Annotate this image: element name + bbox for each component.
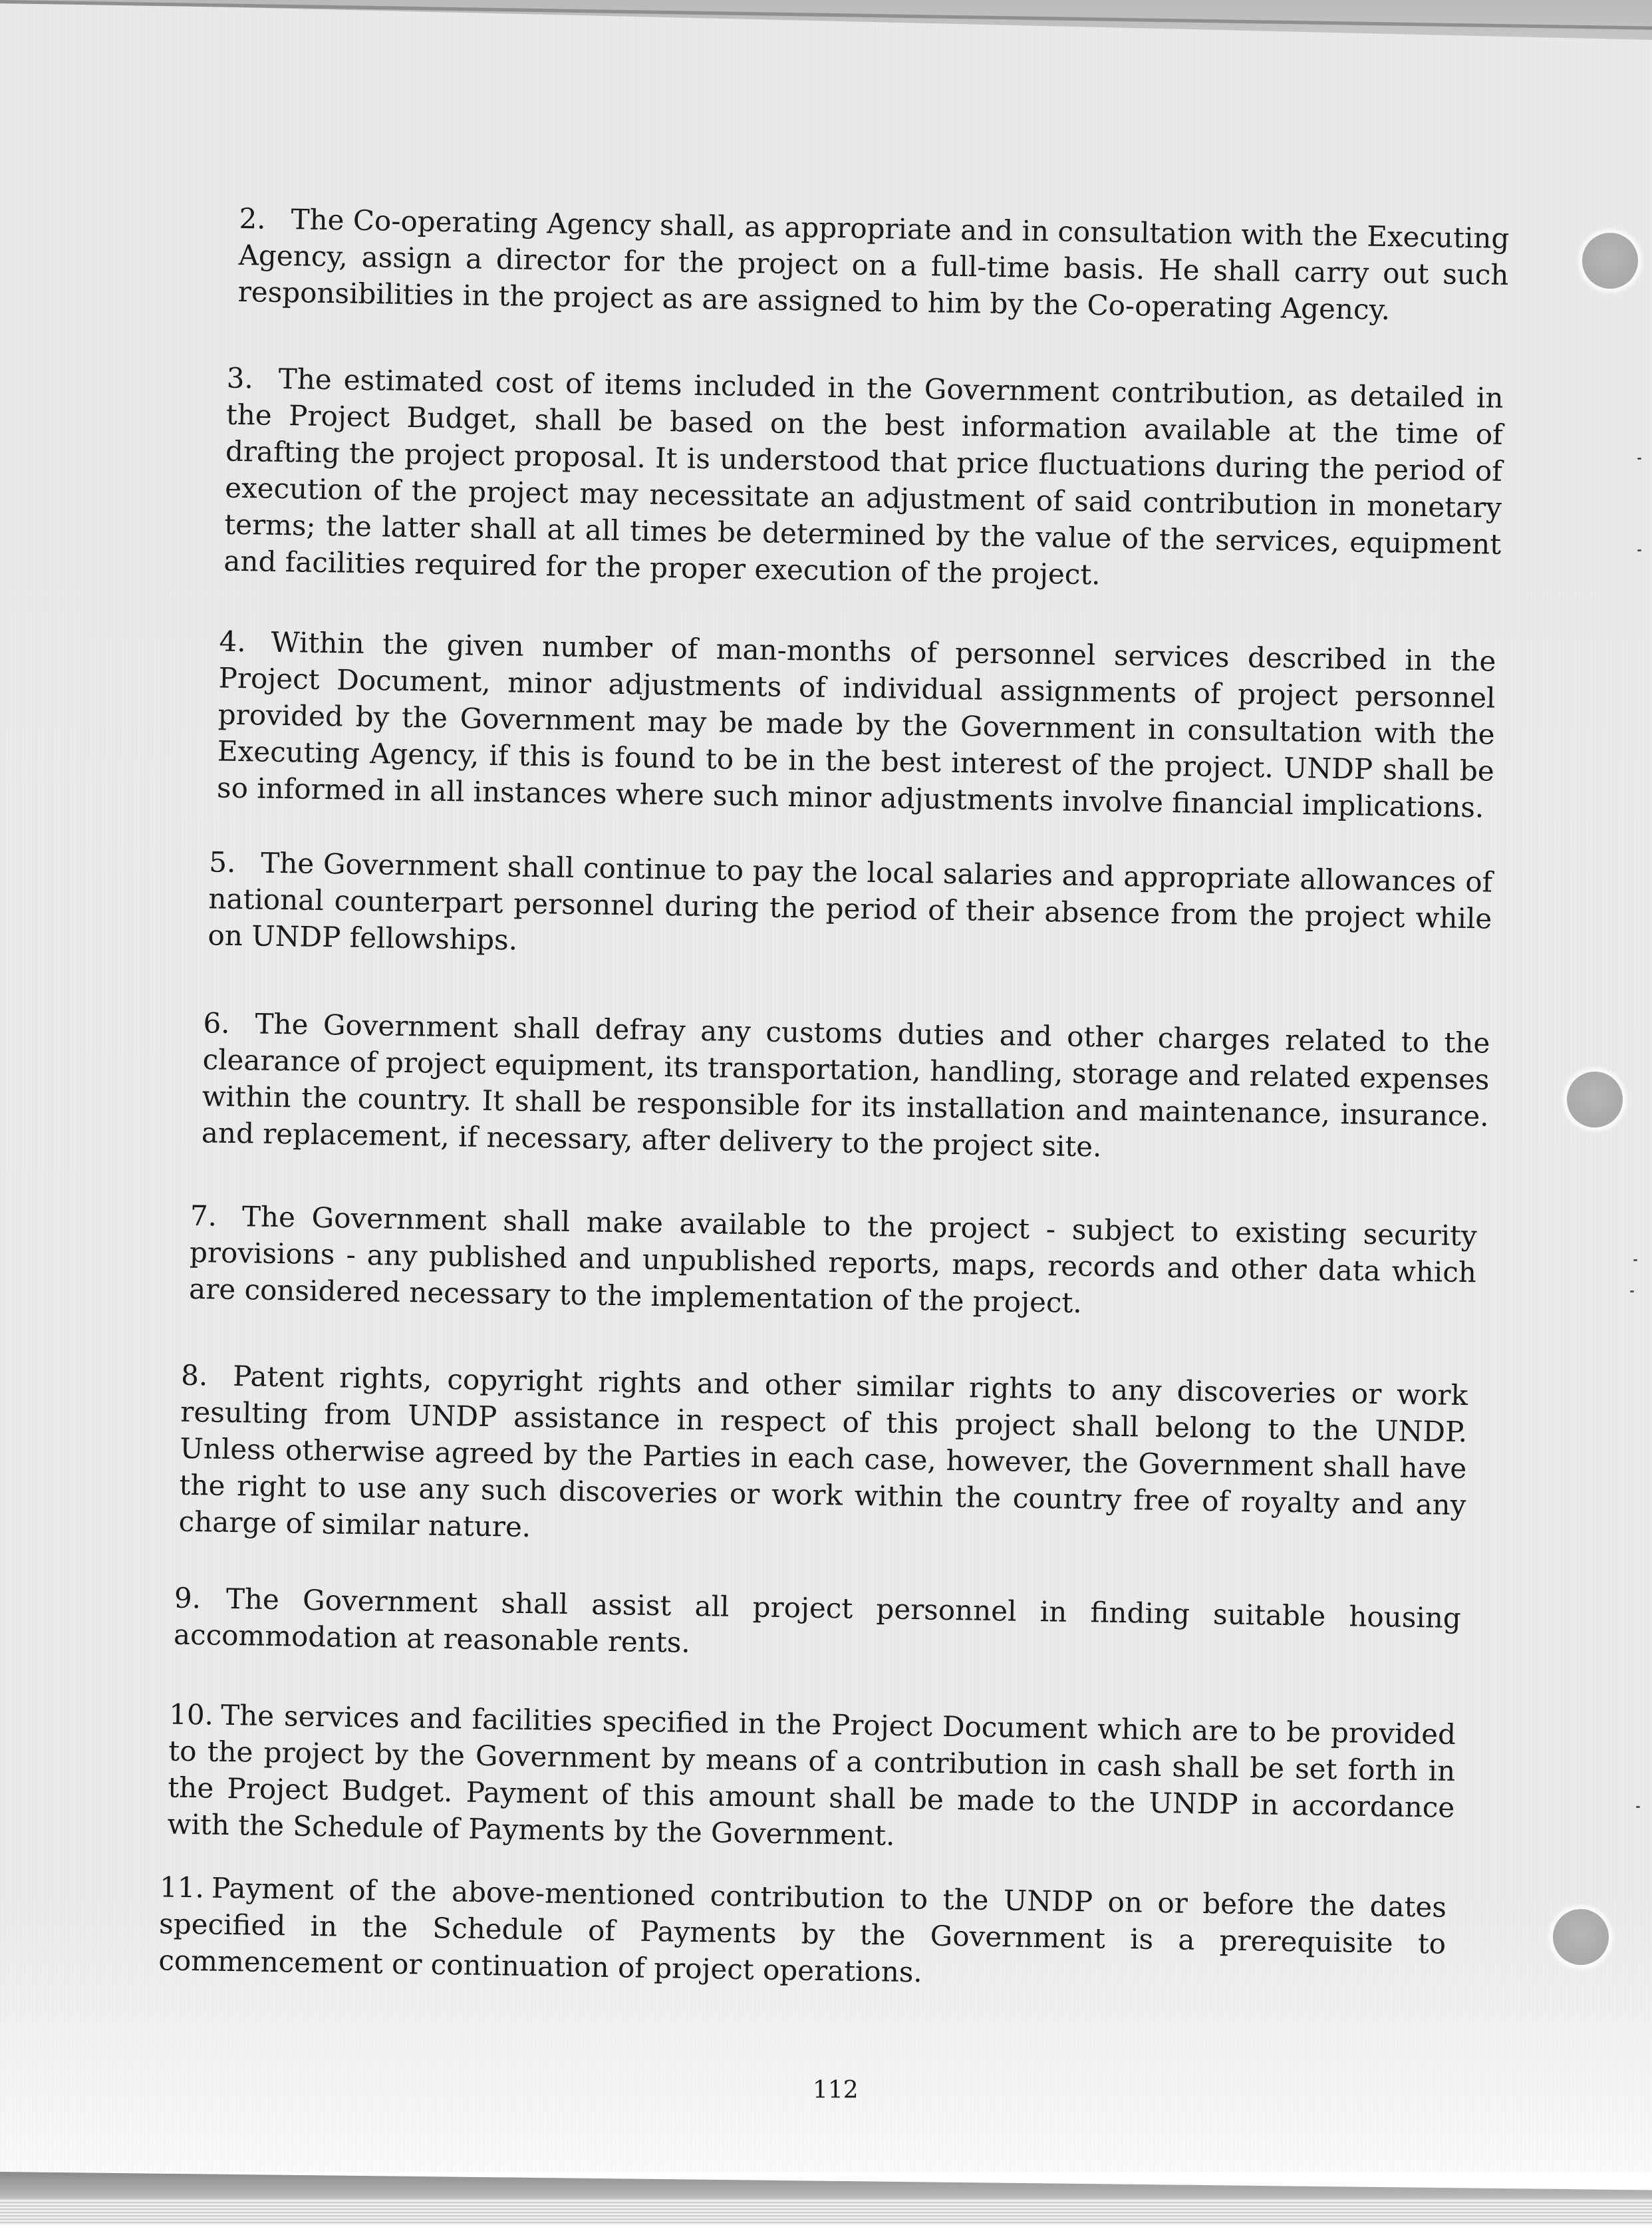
scan-speck	[1637, 458, 1641, 460]
paragraph-text: Payment of the above-mentioned contribution to the UNDP on or before the dates specified in the Schedule of Payments by the Government is a prerequisite to commencement or continuation of project operations.	[158, 1871, 1447, 1989]
paragraph-number: 5.	[208, 845, 236, 879]
paragraph-text: Patent rights, copyright rights and other similar rights to any discoveries or work resulting from UNDP assistance in respect of this project shall belong to the UNDP. Unless otherwise agreed by the Parties in each case, however, the Government shall have the right to use any such discoveries or work within the country free of royalty and any charge of similar nature.	[178, 1360, 1468, 1544]
paragraph-text: The estimated cost of items included in the Government contribution, as detailed in the Project Budget, shall be based on the best information available at the time of drafting the project proposal. It is understood that price fluctuations during the period of execution of the project may necessitate an adjustment of said contribution in monetary terms; the latter shall at all times be determined by the value of the services, equipment and facilities required for the proper execution of the project.	[223, 362, 1504, 591]
paragraph-number: 8.	[180, 1358, 208, 1392]
paragraph-number: 9.	[174, 1581, 202, 1615]
paragraph-number: 2.	[239, 202, 267, 235]
paragraph-text: Within the given number of man-months of personnel services described in the Project Document, minor adjustments of individual assignments of project personnel provided by the Government may be made by the Government in consultation with the Executing Agency, if this is found to be in the best interest of the project. UNDP shall be so informed in all instances where such minor adjustments involve financial implications.	[216, 625, 1496, 824]
paragraph-number: 10.	[168, 1698, 214, 1731]
paragraph-11	[158, 1868, 1446, 1998]
paragraph-text: The services and facilities specified in the Project Document which are to be provided to the project by the Government by means of a contribution in cash shall be set forth in the Project Budget. Payment of this amount shall be made to the UNDP in accordance with the Schedule of Payments by the Government.	[167, 1698, 1456, 1852]
paragraph-4	[217, 623, 1496, 826]
scan-speck	[1633, 1259, 1637, 1261]
paragraph-number: 6.	[203, 1006, 231, 1040]
paragraph-text: The Government shall assist all project personnel in finding suitable housing accommodation at reasonable rents.	[173, 1582, 1462, 1659]
paragraph-text: The Government shall make available to the project - subject to existing security provisions - any published and unpublished reports, maps, records and other data which are considered necessary to the implementation of the project.	[188, 1200, 1478, 1320]
paragraph-9	[174, 1580, 1461, 1673]
document-body	[158, 200, 1510, 1989]
scan-speck	[1637, 549, 1641, 551]
paragraph-7	[189, 1197, 1477, 1327]
paragraph-2	[237, 200, 1509, 330]
paragraph-text: The Government shall defray any customs duties and other charges related to the clearance of project equipment, its transportation, handling, storage and related expenses within the country. It shall be responsible for its installation and maintenance, insurance. and replacement, if necessary, after delivery to the project site.	[201, 1007, 1490, 1163]
page-number: 112	[813, 2077, 859, 2104]
punch-hole-bottom	[1553, 1909, 1609, 1965]
paragraph-number: 11.	[159, 1870, 205, 1904]
paragraph-number: 7.	[190, 1199, 217, 1233]
scanner-binder-strip	[0, 2198, 1652, 2225]
paragraph-6	[202, 1004, 1490, 1171]
paragraph-3	[223, 360, 1504, 599]
paragraph-text: The Government shall continue to pay the local salaries and appropriate allowances of national counterpart personnel during the period of their absence from the project while on UNDP fellowships.	[207, 846, 1493, 957]
scan-speck	[1630, 1290, 1634, 1292]
paragraph-10	[167, 1696, 1456, 1862]
paragraph-number: 3.	[226, 361, 254, 395]
paragraph-text: The Co-operating Agency shall, as appropriate and in consultation with the Executing Agency, assign a director for the project on a full-time basis. He shall carry out such responsibilities in the project as are assigned to him by the Co-operating Agency.	[237, 203, 1510, 327]
punch-hole-middle	[1567, 1072, 1623, 1127]
punch-hole-top	[1582, 233, 1638, 289]
paragraph-number: 4.	[219, 625, 247, 659]
paragraph-8	[178, 1357, 1468, 1560]
scan-speck	[1636, 1806, 1640, 1808]
paragraph-5	[207, 843, 1492, 973]
